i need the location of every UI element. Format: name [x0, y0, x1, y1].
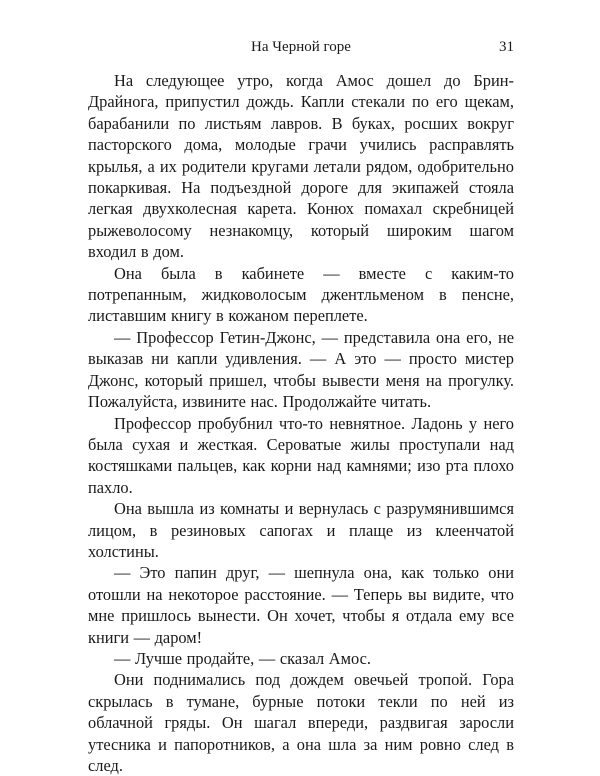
paragraph: На следующее утро, когда Амос дошел до Брин-Драйнога, припустил дождь. Капли стекали по его щекам, барабанили по листьям лавров. В буках, росших вокруг пасторского дома, молодые грачи учились расправлять крылья, а их родители кругами летали рядом, одобрительно покаркивая. На подъездной дороге для экипажей стояла легкая двухколесная карета. Конюх помахал скребницей рыжеволосому незнакомцу, который широким шагом входил в дом.: [88, 71, 514, 262]
body-text: [88, 70, 514, 776]
paragraph: Они поднимались под дождем овечьей тропой. Гора скрылась в тумане, бурные потоки текли по ней из облачной гряды. Он шагал впереди, раздвигая заросли утесника и папоротников, а она шла за ним ровно след в след.: [88, 670, 514, 775]
paragraph: Профессор пробубнил что-то невнятное. Ладонь у него была сухая и жесткая. Сероватые жилы проступали над костяшками пальцев, как корни над камнями; изо рта плохо пахло.: [88, 413, 514, 497]
paragraph: — Лучше продайте, — сказал Амос.: [114, 648, 371, 668]
page-number: 31: [499, 39, 514, 55]
paragraph: — Профессор Гетин-Джонс, — представила она его, не выказав ни капли удивления. — А это — просто мистер Джонс, который пришел, чтобы вывести меня на прогулку. Пожалуйста, извините нас. Продолжайте читать.: [88, 327, 514, 412]
running-title: На Черной горе: [251, 39, 351, 55]
paragraph: Она была в кабинете — вместе с каким-то потрепанным, жидковолосым джентльменом в пенсне, листавшим книгу в кожаном переплете.: [88, 263, 514, 326]
paragraph: — Это папин друг, — шепнула она, как только они отошли на некоторое расстояние. — Теперь вы видите, что мне пришлось вынести. Он хочет, чтобы я отдала ему все книги — даром!: [88, 563, 514, 647]
paragraph: Она вышла из комнаты и вернулась с разрумянившимся лицом, в резиновых сапогах и плаще из клеенчатой холстины.: [88, 499, 514, 561]
